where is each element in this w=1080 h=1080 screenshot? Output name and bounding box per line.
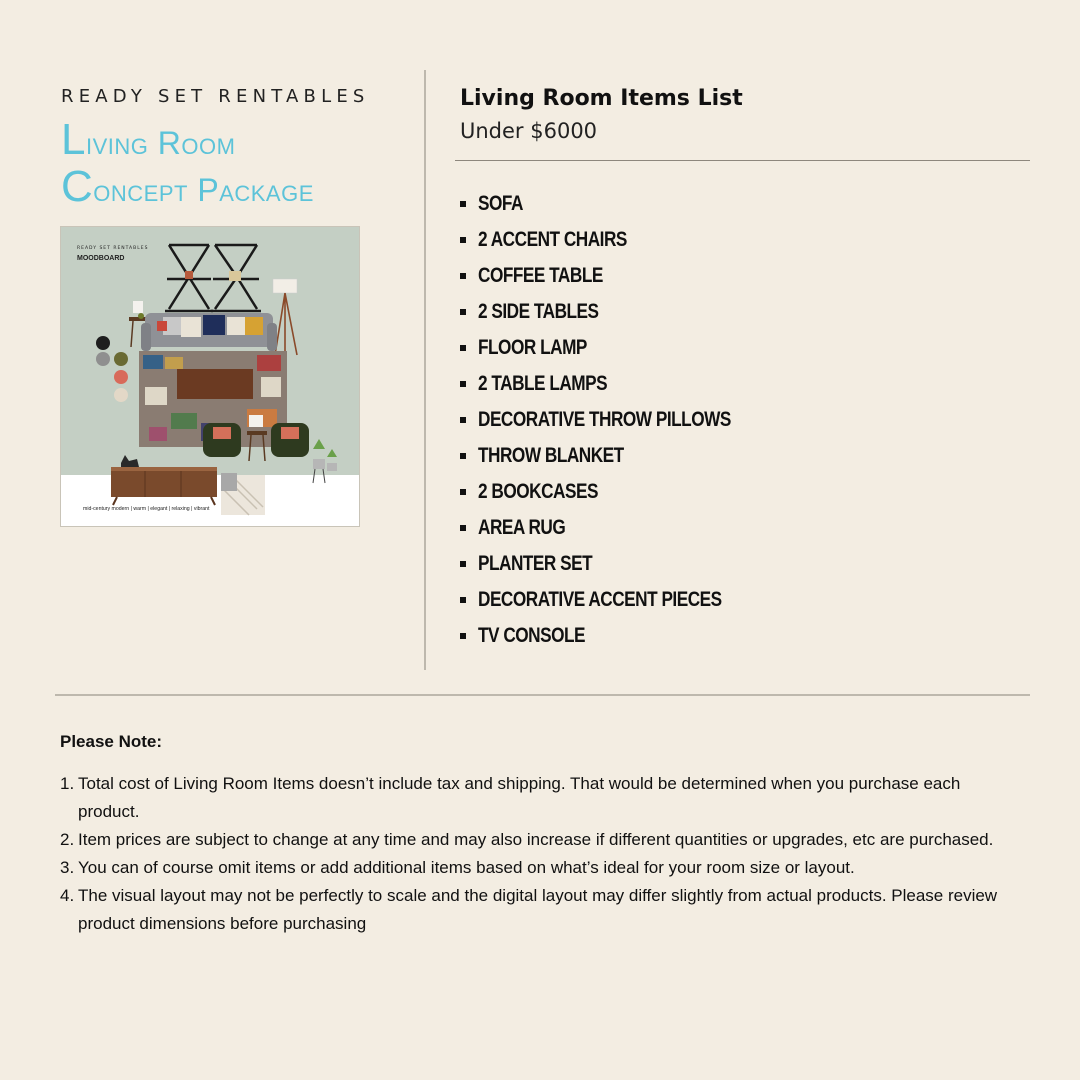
section-divider [55, 694, 1030, 696]
bullet-icon [460, 525, 466, 531]
list-item: 2 ACCENT CHAIRS [460, 222, 786, 258]
list-item: 2 TABLE LAMPS [460, 366, 786, 402]
title-line-2: Concept Package [61, 162, 314, 211]
bullet-icon [460, 201, 466, 207]
list-item: PLANTER SET [460, 546, 786, 582]
bullet-icon [460, 273, 466, 279]
bullet-icon [460, 453, 466, 459]
list-item: THROW BLANKET [460, 438, 786, 474]
note-number: 1. [60, 774, 75, 793]
list-item: DECORATIVE ACCENT PIECES [460, 582, 786, 618]
list-item: AREA RUG [460, 510, 786, 546]
bullet-icon [460, 237, 466, 243]
title-line-1: Living Room [61, 115, 236, 164]
moodboard-caption: mid-century modern | warm | elegant | relaxing | vibrant [83, 506, 210, 512]
bullet-icon [460, 309, 466, 315]
list-item: DECORATIVE THROW PILLOWS [460, 402, 786, 438]
bullet-icon [460, 561, 466, 567]
list-item: SOFA [460, 186, 786, 222]
brand-name: READY SET RENTABLES [61, 86, 370, 107]
note-item [60, 826, 1020, 854]
bullet-icon [460, 597, 466, 603]
list-item: 2 BOOKCASES [460, 474, 786, 510]
note-item [60, 882, 1020, 938]
sofa-icon [141, 313, 277, 351]
note-text: You can of course omit items or add additional items based on what’s ideal for your room size or layout. [78, 858, 855, 877]
note-text: Item prices are subject to change at any time and may also increase if different quantities or upgrades, etc are purchased. [78, 830, 994, 849]
note-item [60, 854, 1020, 882]
notes-list [60, 770, 1020, 938]
divider [455, 160, 1030, 161]
moodboard-brand: READY SET RENTABLES [77, 246, 149, 251]
list-item: COFFEE TABLE [460, 258, 786, 294]
vertical-divider [424, 70, 426, 670]
items-list [460, 186, 786, 654]
list-item: 2 SIDE TABLES [460, 294, 786, 330]
bullet-icon [460, 489, 466, 495]
note-item [60, 770, 1020, 826]
bullet-icon [460, 345, 466, 351]
items-list-subtitle: Under $6000 [460, 119, 598, 143]
note-text: The visual layout may not be perfectly to scale and the digital layout may differ slightly from actual products. Please review product dimensions before purchasing [78, 886, 998, 933]
coffee-table-icon [177, 369, 253, 399]
note-text: Total cost of Living Room Items doesn’t include tax and shipping. That would be determined when you purchase each product. [78, 774, 961, 821]
page-title [61, 115, 314, 212]
list-item: TV CONSOLE [460, 618, 786, 654]
note-number: 4. [60, 886, 75, 905]
bullet-icon [460, 417, 466, 423]
bullet-icon [460, 381, 466, 387]
note-number: 2. [60, 830, 75, 849]
list-item: FLOOR LAMP [460, 330, 786, 366]
items-list-title: Living Room Items List [460, 86, 743, 111]
bullet-icon [460, 633, 466, 639]
note-number: 3. [60, 858, 75, 877]
moodboard-heading: MOODBOARD [77, 255, 125, 262]
notes-heading: Please Note: [60, 732, 163, 751]
throw-blanket-icon [221, 473, 265, 515]
moodboard-image [60, 226, 360, 527]
